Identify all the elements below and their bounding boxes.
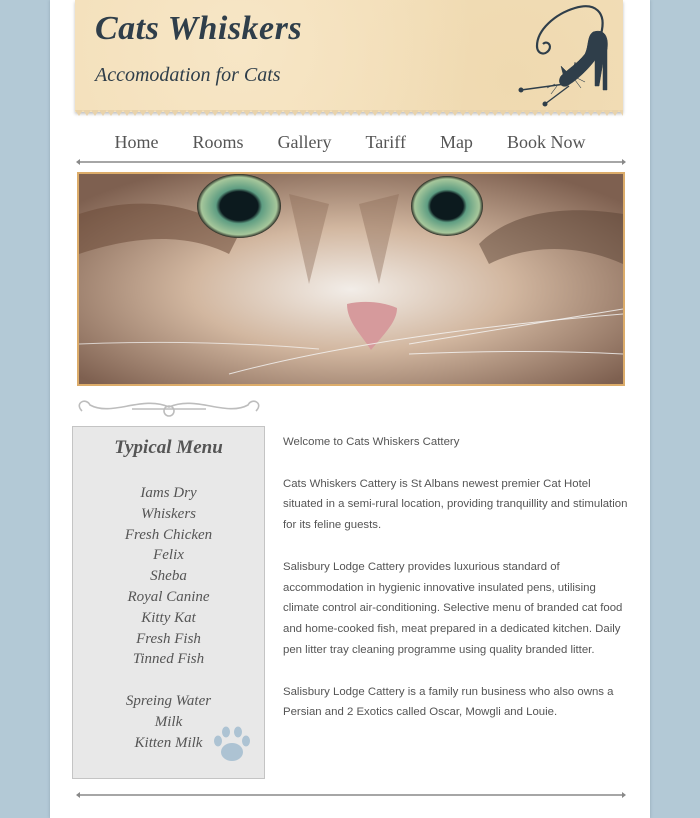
site-title[interactable]: Cats Whiskers	[95, 10, 303, 47]
menu-item: Fresh Chicken	[124, 526, 213, 543]
header-zigzag-edge	[75, 110, 623, 118]
stretching-cat-logo-icon	[515, 2, 615, 108]
main-content	[283, 432, 633, 744]
menu-item: Fresh Fish	[136, 630, 201, 647]
menu-item: Sheba	[150, 568, 187, 585]
menu-item: Iams Dry	[140, 485, 197, 501]
menu-item: Whiskers	[141, 505, 196, 522]
menu-item: Kitten Milk	[134, 734, 203, 751]
nav-gallery[interactable]: Gallery	[277, 132, 332, 152]
menu-item: Felix	[153, 547, 184, 564]
welcome-heading: Welcome to Cats Whiskers Cattery	[283, 436, 460, 448]
menu-item: Milk	[154, 713, 183, 730]
footer-divider	[76, 791, 626, 799]
hero-cat-image	[77, 172, 625, 386]
main-nav	[50, 128, 650, 156]
nav-book-now[interactable]: Book Now	[506, 132, 586, 152]
menu-item: Royal Canine	[127, 588, 210, 605]
menu-spacer	[73, 670, 264, 691]
page-container	[50, 0, 650, 818]
paw-print-icon	[212, 724, 252, 764]
menu-title: Typical Menu	[114, 437, 223, 458]
nav-rooms[interactable]: Rooms	[192, 132, 244, 152]
intro-paragraph: Cats Whiskers Cattery is St Albans newest premier Cat Hotel situated in a semi-rural location, providing tranquillity and stimulation for its feline guests.	[283, 477, 628, 532]
nav-map[interactable]: Map	[439, 132, 473, 152]
cat-face-illustration	[79, 174, 623, 384]
site-header	[75, 0, 623, 112]
nav-home[interactable]: Home	[114, 132, 159, 152]
nav-tariff[interactable]: Tariff	[365, 132, 406, 152]
site-tagline: Accomodation for Cats	[95, 64, 281, 86]
facilities-paragraph: Salisbury Lodge Cattery provides luxurious standard of accommodation in hygienic innovative insulated pens, utilising climate control air-conditioning. Selective menu of branded cat food and home-cooked fish, meat prepared in a dedicated kitchen. Daily pen litter tray cleaning programme using quality branded litter.	[283, 560, 623, 656]
menu-item: Spreing Water	[125, 692, 212, 709]
typical-menu-panel	[72, 426, 265, 779]
decorative-flourish	[72, 393, 266, 423]
menu-list	[73, 483, 264, 753]
menu-item: Kitty Kat	[141, 609, 196, 626]
family-paragraph: Salisbury Lodge Cattery is a family run business who also owns a Persian and 2 Exotics called Oscar, Mowgli and Louie.	[283, 685, 614, 719]
menu-item: Tinned Fish	[132, 651, 205, 668]
nav-divider	[76, 158, 626, 166]
